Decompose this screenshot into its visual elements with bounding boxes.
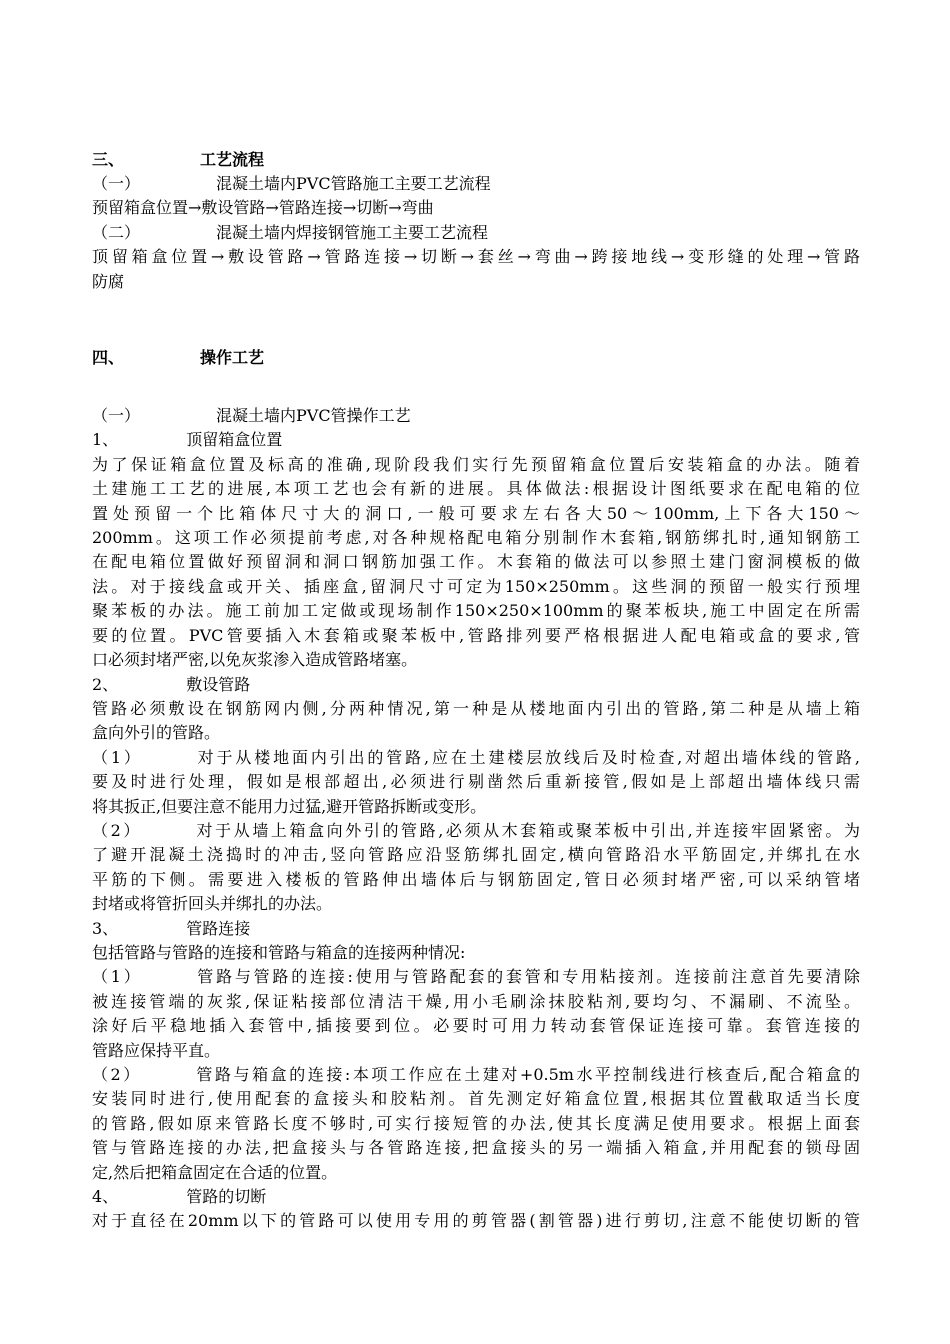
point-text: 管路与箱盒的连接:本项工作应在土建对+0.5m水平控制线进行核查后,配合箱盒的 xyxy=(193,1065,860,1084)
subsection-number: （二） xyxy=(92,222,141,242)
paragraph-line: 置处预留一个比箱体尺寸大的洞口,一般可要求左右各大50～100mm,上下各大150～ xyxy=(92,503,860,523)
paragraph-line: 封堵或将管折回头并绑扎的办法。 xyxy=(92,894,333,914)
subsection-heading xyxy=(92,172,860,196)
subsection-heading xyxy=(92,404,860,428)
paragraph-line: 安装同时进行,使用配套的盒接头和胶粘剂。首先测定好箱盒位置,根据其位置截取适当长度 xyxy=(92,1089,860,1109)
paragraph-line: 盒向外引的管路。 xyxy=(92,723,221,743)
item-heading xyxy=(92,1185,860,1209)
paragraph-line: 将其扳正,但要注意不能用力过猛,避开管路拆断或变形。 xyxy=(92,796,487,816)
paragraph-line: 平筋的下侧。需要进入楼板的管路伸出墙体后与钢筋固定,管日必须封堵严密,可以采纳管堵 xyxy=(92,869,860,889)
item-number: 4、 xyxy=(92,1187,119,1207)
item-heading xyxy=(92,673,860,697)
paragraph-line xyxy=(92,819,860,843)
paragraph-line: 了避开混凝土浇捣时的冲击,竖向管路应沿竖筋绑扎固定,横向管路沿水平筋固定,并绑扎在水 xyxy=(92,845,860,865)
item-number: 3、 xyxy=(92,918,119,938)
paragraph-line: 管与管路连接的办法,把盒接头与各管路连接,把盒接头的另一端插入箱盒,并用配套的锁母固 xyxy=(92,1138,860,1158)
point-number: （1） xyxy=(92,747,143,767)
paragraph-line: 土建施工工艺的进展,本项工艺也会有新的进展。具体做法:根据设计图纸要求在配电箱的位 xyxy=(92,479,860,499)
subsection-title: 混凝土墙内焊接钢管施工主要工艺流程 xyxy=(216,222,489,242)
paragraph-line: 涂好后平稳地插入套管中,插接要到位。必要时可用力转动套管保证连接可靠。套管连接的 xyxy=(92,1016,860,1036)
paragraph-line: 管路必须敷设在钢筋网内侧,分两种情况,第一种是从楼地面内引出的管路,第二种是从墙上箱 xyxy=(92,698,860,718)
item-number: 1、 xyxy=(92,430,119,450)
paragraph-line: 定,然后把箱盒固定在合适的位置。 xyxy=(92,1162,338,1182)
paragraph-line: 管路应保持平直。 xyxy=(92,1040,221,1060)
item-heading xyxy=(92,428,860,452)
subsection-number: （一） xyxy=(92,174,141,193)
paragraph-line: 对于直径在20mm以下的管路可以使用专用的剪管器(割管器)进行剪切,注意不能使切断的管 xyxy=(92,1211,860,1231)
subsection-number: （一） xyxy=(92,406,141,426)
point-text: 对于从楼地面内引出的管路,应在土建楼层放线后及时检查,对超出墙体线的管路, xyxy=(194,747,860,767)
paragraph-line xyxy=(92,746,860,770)
paragraph-line: 要及时进行处理，假如是根部超出,必须进行剔凿然后重新接管,假如是上部超出墙体线只需 xyxy=(92,772,860,792)
subsection-heading xyxy=(92,221,860,245)
paragraph-line: 被连接管端的灰浆,保证粘接部位清洁干燥,用小毛刷涂抹胶粘剂,要均匀、不漏刷、不流坠。 xyxy=(92,991,860,1011)
paragraph-line: 200mm。这项工作必须提前考虑,对各种规格配电箱分别制作木套箱,钢筋绑扎时,通知钢筋工 xyxy=(92,528,860,548)
paragraph-line: 法。对于接线盒或开关、插座盒,留洞尺寸可定为150×250mm。这些洞的预留一般实行预埋 xyxy=(92,576,860,596)
paragraph-line: 在配电箱位置做好预留洞和洞口钢筋加强工作。木套箱的做法可以参照土建门窗洞模板的做 xyxy=(92,552,860,572)
paragraph-line xyxy=(92,965,860,989)
point-number: （1） xyxy=(92,967,143,987)
section-number: 四、 xyxy=(92,348,125,368)
section-title: 操作工艺 xyxy=(200,348,265,368)
section-heading xyxy=(92,148,860,172)
item-title: 管路的切断 xyxy=(186,1187,267,1207)
section-title: 工艺流程 xyxy=(200,150,265,169)
paragraph-line: 包括管路与管路的连接和管路与箱盒的连接两种情况: xyxy=(92,942,466,962)
item-number: 2、 xyxy=(92,674,119,694)
process-flow: 预留箱盒位置→敷设管路→管路连接→切断→弯曲 xyxy=(92,198,434,218)
section-number: 三、 xyxy=(92,150,125,169)
paragraph-line: 要的位置。PVC管要插入木套箱或聚苯板中,管路排列要严格根据进人配电箱或盒的要求,管 xyxy=(92,625,860,645)
process-flow: 防腐 xyxy=(92,271,125,291)
item-heading xyxy=(92,917,860,941)
paragraph-line: 的管路,假如原来管路长度不够时,可实行接短管的办法,使其长度满足使用要求。根据上面套 xyxy=(92,1113,860,1133)
paragraph-line: 为了保证箱盒位置及标高的准确,现阶段我们实行先预留箱盒位置后安装箱盒的办法。随着 xyxy=(92,454,860,474)
point-text: 对于从墙上箱盒向外引的管路,必须从木套箱或聚苯板中引出,并连接牢固紧密。为 xyxy=(193,820,860,840)
item-title: 顶留箱盒位置 xyxy=(186,430,283,450)
point-number: （2） xyxy=(92,820,142,840)
paragraph-line xyxy=(92,1063,860,1087)
document-page xyxy=(92,148,860,1234)
item-title: 敷设管路 xyxy=(186,674,251,694)
process-flow: 顶留箱盒位置→敷设管路→管路连接→切断→套丝→弯曲→跨接地线→变形缝的处理→管路 xyxy=(92,247,860,267)
point-text: 管路与管路的连接:使用与管路配套的套管和专用粘接剂。连接前注意首先要清除 xyxy=(194,967,860,987)
section-heading xyxy=(92,346,860,370)
paragraph-line: 口必须封堵严密,以免灰浆渗入造成管路堵塞。 xyxy=(92,650,418,670)
paragraph-line: 聚苯板的办法。施工前加工定做或现场制作150×250×100mm的聚苯板块,施工中固定在所需 xyxy=(92,601,860,621)
subsection-title: 混凝土墙内PVC管路施工主要工艺流程 xyxy=(216,174,491,193)
subsection-title: 混凝土墙内PVC管操作工艺 xyxy=(216,406,411,426)
item-title: 管路连接 xyxy=(186,918,251,938)
point-number: （2） xyxy=(92,1065,142,1084)
